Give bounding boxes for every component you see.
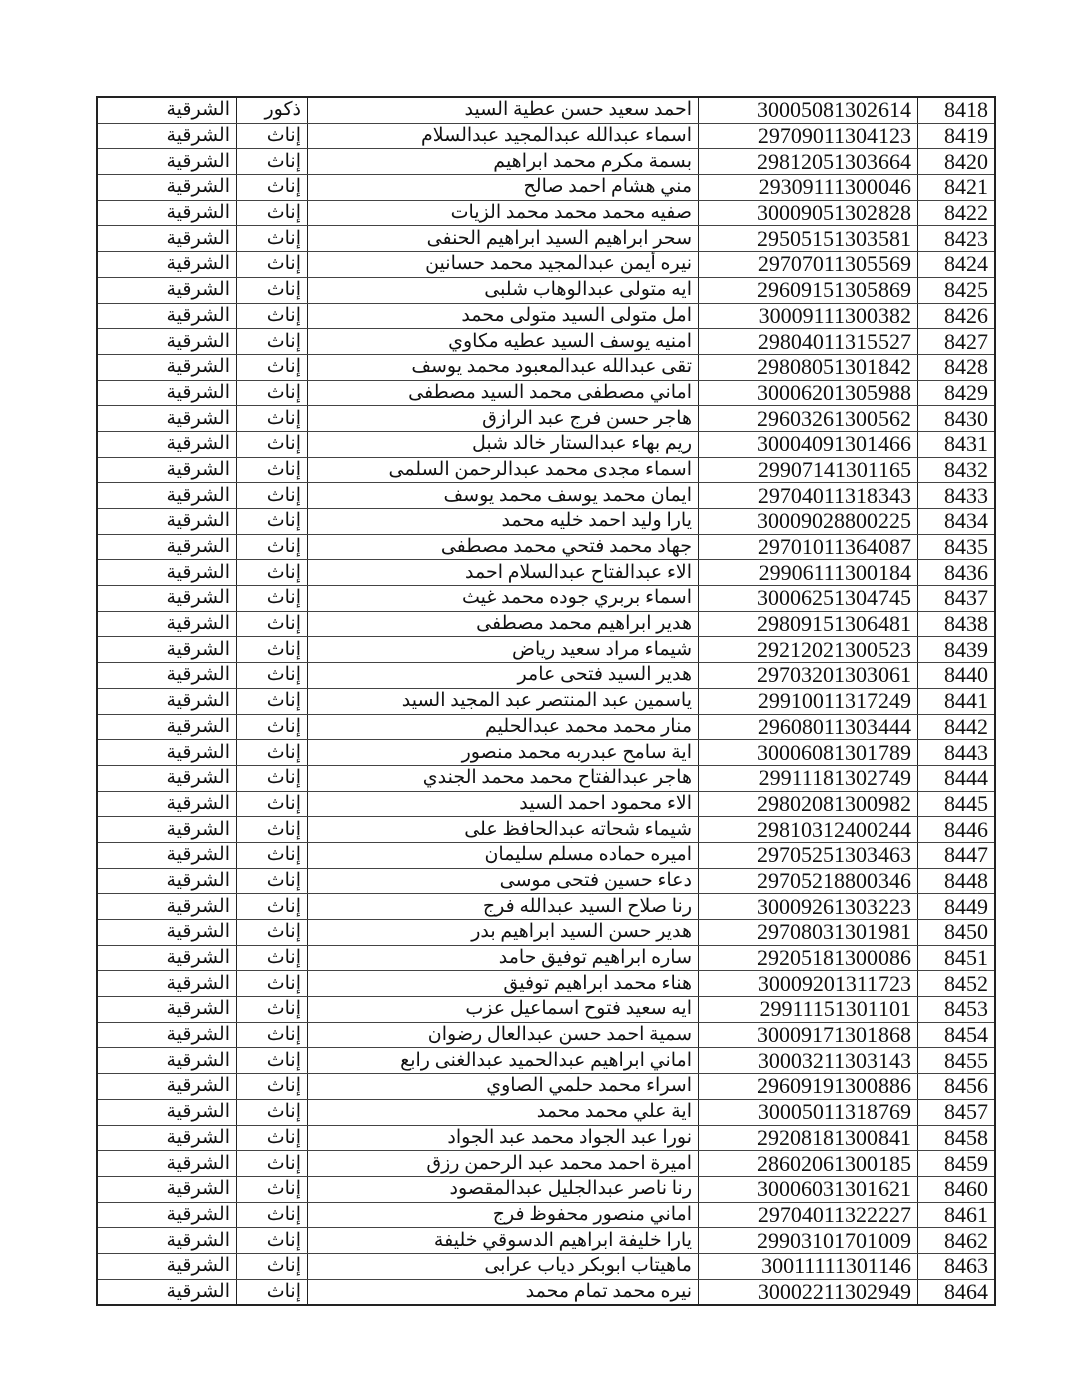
national-id-cell: 29603261300562: [699, 406, 918, 432]
serial-number-cell: 8463: [918, 1253, 996, 1279]
table-row: [97, 1279, 995, 1305]
name-cell: سمية احمد حسن عبدالعال رضوان: [308, 1022, 699, 1048]
name-cell: امل متولى السيد متولى محمد: [308, 303, 699, 329]
table-row: [97, 714, 995, 740]
national-id-cell: 29703201303061: [699, 663, 918, 689]
governorate-cell: الشرقية: [97, 714, 237, 740]
serial-number-cell: 8462: [918, 1228, 996, 1254]
name-cell: نيره أيمن عبدالمجيد محمد حسانين: [308, 252, 699, 278]
table-row: [97, 509, 995, 535]
governorate-cell: الشرقية: [97, 226, 237, 252]
governorate-cell: الشرقية: [97, 740, 237, 766]
name-cell: ريم بهاء عبدالستار خالد شبل: [308, 431, 699, 457]
name-cell: ايه متولى عبدالوهاب شلبى: [308, 277, 699, 303]
name-cell: اسماء مجدى محمد عبدالرحمن السلمى: [308, 457, 699, 483]
national-id-cell: 29709011304123: [699, 123, 918, 149]
national-id-cell: 29809151306481: [699, 611, 918, 637]
name-cell: اماني ابراهيم عبدالحميد عبدالغنى رابع: [308, 1048, 699, 1074]
gender-cell: إناث: [237, 303, 308, 329]
gender-cell: إناث: [237, 817, 308, 843]
serial-number-cell: 8429: [918, 380, 996, 406]
gender-cell: إناث: [237, 1228, 308, 1254]
gender-cell: إناث: [237, 945, 308, 971]
serial-number-cell: 8454: [918, 1022, 996, 1048]
national-id-cell: 30005011318769: [699, 1099, 918, 1125]
name-cell: هاجر حسن فرج عبد الرازق: [308, 406, 699, 432]
serial-number-cell: 8427: [918, 329, 996, 355]
governorate-cell: الشرقية: [97, 380, 237, 406]
gender-cell: إناث: [237, 1022, 308, 1048]
table-row: [97, 842, 995, 868]
name-cell: ماهيتاب ابوبكر دياب عرابى: [308, 1253, 699, 1279]
gender-cell: إناث: [237, 868, 308, 894]
governorate-cell: الشرقية: [97, 1176, 237, 1202]
serial-number-cell: 8445: [918, 791, 996, 817]
table-row: [97, 329, 995, 355]
national-id-cell: 30009261303223: [699, 894, 918, 920]
gender-cell: إناث: [237, 457, 308, 483]
national-id-cell: 29802081300982: [699, 791, 918, 817]
serial-number-cell: 8447: [918, 842, 996, 868]
gender-cell: إناث: [237, 149, 308, 175]
table-row: [97, 483, 995, 509]
national-id-cell: 29208181300841: [699, 1125, 918, 1151]
table-row: [97, 406, 995, 432]
table-row: [97, 945, 995, 971]
table-row: [97, 894, 995, 920]
gender-cell: إناث: [237, 1074, 308, 1100]
gender-cell: إناث: [237, 560, 308, 586]
governorate-cell: الشرقية: [97, 1048, 237, 1074]
national-id-cell: 29609191300886: [699, 1074, 918, 1100]
name-cell: مني هشام احمد صالح: [308, 175, 699, 201]
governorate-cell: الشرقية: [97, 842, 237, 868]
serial-number-cell: 8441: [918, 688, 996, 714]
governorate-cell: الشرقية: [97, 509, 237, 535]
national-id-cell: 30006201305988: [699, 380, 918, 406]
gender-cell: إناث: [237, 997, 308, 1023]
governorate-cell: الشرقية: [97, 868, 237, 894]
governorate-cell: الشرقية: [97, 534, 237, 560]
name-cell: هاجر عبدالفتاح محمد محمد الجندي: [308, 765, 699, 791]
table-row: [97, 123, 995, 149]
table-row: [97, 1022, 995, 1048]
name-cell: صفيه محمد محمد محمد الزيات: [308, 200, 699, 226]
table-row: [97, 149, 995, 175]
national-id-cell: 29705218800346: [699, 868, 918, 894]
national-id-cell: 30006031301621: [699, 1176, 918, 1202]
table-row: [97, 740, 995, 766]
gender-cell: إناث: [237, 663, 308, 689]
serial-number-cell: 8448: [918, 868, 996, 894]
name-cell: منار محمد محمد عبدالحليم: [308, 714, 699, 740]
table-row: [97, 1099, 995, 1125]
serial-number-cell: 8449: [918, 894, 996, 920]
serial-number-cell: 8431: [918, 431, 996, 457]
gender-cell: إناث: [237, 175, 308, 201]
national-id-cell: 30002211302949: [699, 1279, 918, 1305]
gender-cell: إناث: [237, 586, 308, 612]
table-row: [97, 663, 995, 689]
governorate-cell: الشرقية: [97, 1228, 237, 1254]
gender-cell: إناث: [237, 534, 308, 560]
gender-cell: إناث: [237, 354, 308, 380]
serial-number-cell: 8421: [918, 175, 996, 201]
table-row: [97, 920, 995, 946]
name-cell: هناء محمد ابراهيم توفيق: [308, 971, 699, 997]
national-id-cell: 29911151301101: [699, 997, 918, 1023]
name-cell: الاء عبدالفتاح عبدالسلام احمد: [308, 560, 699, 586]
name-cell: اميره حماده مسلم سليمان: [308, 842, 699, 868]
table-row: [97, 611, 995, 637]
name-cell: جهاد محمد فتحي محمد مصطفى: [308, 534, 699, 560]
table-row: [97, 380, 995, 406]
table-row: [97, 252, 995, 278]
gender-cell: إناث: [237, 431, 308, 457]
governorate-cell: الشرقية: [97, 277, 237, 303]
national-id-cell: 29907141301165: [699, 457, 918, 483]
table-row: [97, 97, 995, 123]
serial-number-cell: 8458: [918, 1125, 996, 1151]
national-id-cell: 30006081301789: [699, 740, 918, 766]
table-row: [97, 457, 995, 483]
serial-number-cell: 8428: [918, 354, 996, 380]
table-row: [97, 1048, 995, 1074]
national-id-cell: 29205181300086: [699, 945, 918, 971]
serial-number-cell: 8442: [918, 714, 996, 740]
serial-number-cell: 8426: [918, 303, 996, 329]
table-row: [97, 277, 995, 303]
name-cell: احمد سعيد حسن عطية السيد: [308, 97, 699, 123]
national-id-cell: 29910011317249: [699, 688, 918, 714]
national-id-cell: 28602061300185: [699, 1151, 918, 1177]
gender-cell: إناث: [237, 637, 308, 663]
gender-cell: إناث: [237, 1151, 308, 1177]
governorate-cell: الشرقية: [97, 791, 237, 817]
name-cell: شيماء شحاته عبدالحافظ على: [308, 817, 699, 843]
name-cell: اميرة احمد محمد عبد الرحمن رزق: [308, 1151, 699, 1177]
serial-number-cell: 8456: [918, 1074, 996, 1100]
name-cell: ياسمين عبد المنتصر عبد المجيد السيد: [308, 688, 699, 714]
governorate-cell: الشرقية: [97, 688, 237, 714]
governorate-cell: الشرقية: [97, 971, 237, 997]
gender-cell: إناث: [237, 277, 308, 303]
national-id-cell: 29704011322227: [699, 1202, 918, 1228]
gender-cell: إناث: [237, 688, 308, 714]
name-cell: يارا وليد احمد خليه محمد: [308, 509, 699, 535]
gender-cell: إناث: [237, 1048, 308, 1074]
table-row: [97, 817, 995, 843]
governorate-cell: الشرقية: [97, 894, 237, 920]
name-cell: اية سامح عبدربه محمد منصور: [308, 740, 699, 766]
gender-cell: إناث: [237, 1253, 308, 1279]
governorate-cell: الشرقية: [97, 1125, 237, 1151]
governorate-cell: الشرقية: [97, 406, 237, 432]
name-cell: اسماء عبدالله عبدالمجيد عبدالسلام: [308, 123, 699, 149]
governorate-cell: الشرقية: [97, 1253, 237, 1279]
table-row: [97, 791, 995, 817]
table-row: [97, 560, 995, 586]
governorate-cell: الشرقية: [97, 611, 237, 637]
serial-number-cell: 8433: [918, 483, 996, 509]
gender-cell: إناث: [237, 1202, 308, 1228]
name-cell: ايه سعيد فتوح اسماعيل عزب: [308, 997, 699, 1023]
gender-cell: إناث: [237, 894, 308, 920]
serial-number-cell: 8461: [918, 1202, 996, 1228]
gender-cell: إناث: [237, 714, 308, 740]
national-id-cell: 30009028800225: [699, 509, 918, 535]
serial-number-cell: 8440: [918, 663, 996, 689]
national-id-cell: 30009201311723: [699, 971, 918, 997]
governorate-cell: الشرقية: [97, 200, 237, 226]
name-cell: ايمان محمد يوسف محمد يوسف: [308, 483, 699, 509]
serial-number-cell: 8451: [918, 945, 996, 971]
governorate-cell: الشرقية: [97, 1099, 237, 1125]
national-id-cell: 30005081302614: [699, 97, 918, 123]
gender-cell: إناث: [237, 226, 308, 252]
name-cell: هدير السيد فتحى عامر: [308, 663, 699, 689]
governorate-cell: الشرقية: [97, 329, 237, 355]
national-id-cell: 30011111301146: [699, 1253, 918, 1279]
name-cell: بسمة مكرم محمد ابراهيم: [308, 149, 699, 175]
gender-cell: إناث: [237, 509, 308, 535]
serial-number-cell: 8455: [918, 1048, 996, 1074]
serial-number-cell: 8443: [918, 740, 996, 766]
national-id-cell: 29705251303463: [699, 842, 918, 868]
gender-cell: إناث: [237, 380, 308, 406]
national-id-cell: 30009171301868: [699, 1022, 918, 1048]
governorate-cell: الشرقية: [97, 483, 237, 509]
name-cell: الاء محمود احمد السيد: [308, 791, 699, 817]
gender-cell: إناث: [237, 1176, 308, 1202]
gender-cell: إناث: [237, 200, 308, 226]
governorate-cell: الشرقية: [97, 1151, 237, 1177]
name-cell: اسماء بربري جوده محمد غيث: [308, 586, 699, 612]
national-id-cell: 29704011318343: [699, 483, 918, 509]
governorate-cell: الشرقية: [97, 586, 237, 612]
serial-number-cell: 8432: [918, 457, 996, 483]
serial-number-cell: 8425: [918, 277, 996, 303]
national-id-cell: 29906111300184: [699, 560, 918, 586]
governorate-cell: الشرقية: [97, 997, 237, 1023]
national-id-cell: 30006251304745: [699, 586, 918, 612]
national-id-cell: 29608011303444: [699, 714, 918, 740]
gender-cell: إناث: [237, 123, 308, 149]
governorate-cell: الشرقية: [97, 354, 237, 380]
national-id-cell: 29804011315527: [699, 329, 918, 355]
national-id-cell: 29309111300046: [699, 175, 918, 201]
governorate-cell: الشرقية: [97, 560, 237, 586]
table-row: [97, 1151, 995, 1177]
serial-number-cell: 8420: [918, 149, 996, 175]
national-id-cell: 30009111300382: [699, 303, 918, 329]
name-cell: تقى عبدالله عبدالمعبود محمد يوسف: [308, 354, 699, 380]
national-id-cell: 29701011364087: [699, 534, 918, 560]
governorate-cell: الشرقية: [97, 945, 237, 971]
governorate-cell: الشرقية: [97, 123, 237, 149]
table-row: [97, 971, 995, 997]
governorate-cell: الشرقية: [97, 457, 237, 483]
table-row: [97, 431, 995, 457]
gender-cell: إناث: [237, 252, 308, 278]
serial-number-cell: 8419: [918, 123, 996, 149]
gender-cell: إناث: [237, 842, 308, 868]
name-cell: سحر ابراهيم السيد ابراهيم الحنفى: [308, 226, 699, 252]
governorate-cell: الشرقية: [97, 97, 237, 123]
table-row: [97, 534, 995, 560]
governorate-cell: الشرقية: [97, 175, 237, 201]
roster-body: [97, 97, 995, 1305]
serial-number-cell: 8452: [918, 971, 996, 997]
national-id-cell: 29812051303664: [699, 149, 918, 175]
gender-cell: إناث: [237, 1279, 308, 1305]
table-row: [97, 637, 995, 663]
gender-cell: إناث: [237, 406, 308, 432]
serial-number-cell: 8437: [918, 586, 996, 612]
gender-cell: إناث: [237, 611, 308, 637]
table-row: [97, 175, 995, 201]
table-row: [97, 765, 995, 791]
gender-cell: إناث: [237, 971, 308, 997]
governorate-cell: الشرقية: [97, 637, 237, 663]
national-id-cell: 30004091301466: [699, 431, 918, 457]
table-row: [97, 1176, 995, 1202]
table-row: [97, 303, 995, 329]
national-id-cell: 29212021300523: [699, 637, 918, 663]
governorate-cell: الشرقية: [97, 303, 237, 329]
serial-number-cell: 8435: [918, 534, 996, 560]
table-row: [97, 226, 995, 252]
national-id-cell: 30009051302828: [699, 200, 918, 226]
serial-number-cell: 8446: [918, 817, 996, 843]
name-cell: رنا ناصر عبدالجليل عبدالمقصود: [308, 1176, 699, 1202]
table-row: [97, 200, 995, 226]
national-id-cell: 29911181302749: [699, 765, 918, 791]
roster-sheet: [96, 96, 992, 1306]
governorate-cell: الشرقية: [97, 1202, 237, 1228]
governorate-cell: الشرقية: [97, 1279, 237, 1305]
governorate-cell: الشرقية: [97, 431, 237, 457]
serial-number-cell: 8459: [918, 1151, 996, 1177]
gender-cell: إناث: [237, 740, 308, 766]
serial-number-cell: 8422: [918, 200, 996, 226]
serial-number-cell: 8423: [918, 226, 996, 252]
governorate-cell: الشرقية: [97, 817, 237, 843]
serial-number-cell: 8453: [918, 997, 996, 1023]
table-row: [97, 586, 995, 612]
gender-cell: إناث: [237, 1125, 308, 1151]
table-row: [97, 688, 995, 714]
gender-cell: إناث: [237, 483, 308, 509]
serial-number-cell: 8450: [918, 920, 996, 946]
national-id-cell: 29808051301842: [699, 354, 918, 380]
serial-number-cell: 8439: [918, 637, 996, 663]
governorate-cell: الشرقية: [97, 920, 237, 946]
governorate-cell: الشرقية: [97, 149, 237, 175]
serial-number-cell: 8464: [918, 1279, 996, 1305]
serial-number-cell: 8424: [918, 252, 996, 278]
governorate-cell: الشرقية: [97, 1022, 237, 1048]
name-cell: هدير ابراهيم محمد مصطفى: [308, 611, 699, 637]
serial-number-cell: 8460: [918, 1176, 996, 1202]
serial-number-cell: 8444: [918, 765, 996, 791]
roster-table: [96, 96, 996, 1306]
name-cell: شيماء مراد سعيد رياض: [308, 637, 699, 663]
serial-number-cell: 8434: [918, 509, 996, 535]
name-cell: اماني منصور محفوظ فرج: [308, 1202, 699, 1228]
table-row: [97, 868, 995, 894]
table-row: [97, 1074, 995, 1100]
gender-cell: ذكور: [237, 97, 308, 123]
national-id-cell: 29609151305869: [699, 277, 918, 303]
table-row: [97, 354, 995, 380]
national-id-cell: 29707011305569: [699, 252, 918, 278]
gender-cell: إناث: [237, 329, 308, 355]
governorate-cell: الشرقية: [97, 252, 237, 278]
gender-cell: إناث: [237, 920, 308, 946]
gender-cell: إناث: [237, 791, 308, 817]
serial-number-cell: 8430: [918, 406, 996, 432]
name-cell: نورا عبد الجواد محمد عبد الجواد: [308, 1125, 699, 1151]
governorate-cell: الشرقية: [97, 1074, 237, 1100]
name-cell: هدير حسن السيد ابراهيم بدر: [308, 920, 699, 946]
name-cell: رنا صلاح السيد عبدالله فرج: [308, 894, 699, 920]
national-id-cell: 29903101701009: [699, 1228, 918, 1254]
name-cell: اسراء محمد حلمي الصاوي: [308, 1074, 699, 1100]
table-row: [97, 1228, 995, 1254]
table-row: [97, 1253, 995, 1279]
table-row: [97, 1125, 995, 1151]
name-cell: دعاء حسين فتحى موسى: [308, 868, 699, 894]
name-cell: امنيه يوسف السيد عطيه مكاوي: [308, 329, 699, 355]
gender-cell: إناث: [237, 1099, 308, 1125]
governorate-cell: الشرقية: [97, 663, 237, 689]
national-id-cell: 29708031301981: [699, 920, 918, 946]
serial-number-cell: 8436: [918, 560, 996, 586]
national-id-cell: 29505151303581: [699, 226, 918, 252]
governorate-cell: الشرقية: [97, 765, 237, 791]
gender-cell: إناث: [237, 765, 308, 791]
name-cell: اماني مصطفى محمد السيد مصطفى: [308, 380, 699, 406]
serial-number-cell: 8457: [918, 1099, 996, 1125]
name-cell: يارا خليفة ابراهيم الدسوقي خليفة: [308, 1228, 699, 1254]
serial-number-cell: 8418: [918, 97, 996, 123]
name-cell: نيره محمد تمام محمد: [308, 1279, 699, 1305]
name-cell: اية علي محمد محمد: [308, 1099, 699, 1125]
table-row: [97, 1202, 995, 1228]
name-cell: ساره ابراهيم توفيق حامد: [308, 945, 699, 971]
table-row: [97, 997, 995, 1023]
national-id-cell: 29810312400244: [699, 817, 918, 843]
serial-number-cell: 8438: [918, 611, 996, 637]
national-id-cell: 30003211303143: [699, 1048, 918, 1074]
